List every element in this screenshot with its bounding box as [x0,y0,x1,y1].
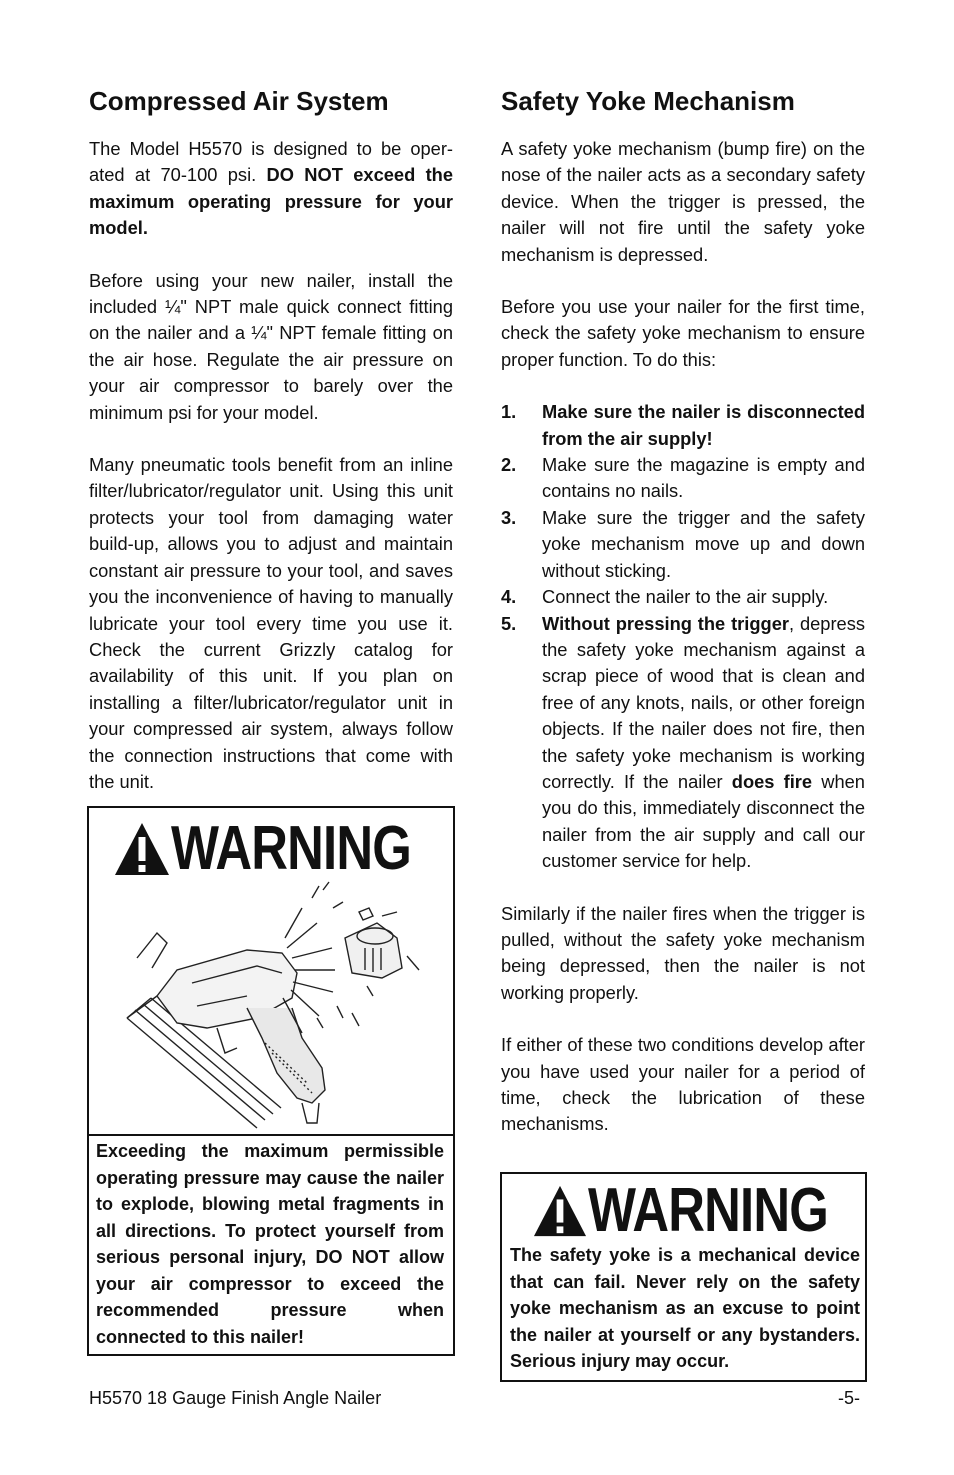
safety-yoke-heading: Safety Yoke Mechanism [501,86,795,116]
step-text: Make sure the nailer is disconnected from the air supply! [542,401,865,449]
intro-bold-text: DO NOT exceed the maximum operating pressure for your model. [89,164,453,239]
warning-box-safety-yoke [500,1172,867,1382]
warning-triangle-icon [113,821,171,877]
step-bold-text: Without pressing the trigger [542,612,789,634]
intro-text: The Model H5570 is designed to be operated at 70-100 psi. [89,138,453,186]
list-item [501,399,865,452]
compressed-air-heading: Compressed Air System [89,86,389,116]
compressed-air-intro [89,136,453,242]
list-item [501,505,865,584]
warning-triangle-icon [532,1184,588,1238]
left-column [89,86,453,795]
list-item [501,452,865,505]
lubrication-paragraph: If either of these two conditions develop after you have used your nailer for a period of time, check the lubrication of these mechanisms. [501,1034,865,1135]
step-number: 4. [501,586,517,608]
step-text: Connect the nailer to the air supply. [542,586,829,608]
list-item [501,584,865,610]
footer-title: H5570 18 Gauge Finish Angle Nailer [89,1388,382,1408]
misfire-paragraph: Similarly if the nailer fires when the trigger is pulled, without the safety yoke mechanism being depressed, then the nailer is not working properly. [501,902,865,1003]
page-number: -5- [838,1388,860,1408]
warning-header [113,814,464,883]
right-column [501,86,865,1138]
step-text: Make sure the trigger and the safety yoke mechanism move up and down without sticking. [542,506,865,581]
step-number: 5. [501,612,517,634]
yoke-check-paragraph: Before you use your nailer for the first time, check the safety yoke mechanism to ensure proper function. To do this: [501,296,865,370]
warning-title: WARNING [588,1176,828,1245]
yoke-steps-list [501,399,865,874]
step-text-part: when you do this, immediately disconnect the nailer from the air supply and call our customer service for help. [542,770,865,872]
filter-paragraph: Many pneumatic tools benefit from an inline filter/lubricator/regulator unit. Using this unit protects your tool from damaging water build-up, allows you to adjust and maintain constant air pressure to your tool, and saves you the inconvenience of having to manually lubricate your tool every time you use it. Check the current Grizzly catalog for availability of this unit. If you plan on installing a filter/lubricator/regulator unit in your compressed air system, always follow the connection instructions that come with the unit. [89,454,453,792]
warning-text-pressure: Exceeding the maximum permissible operating pressure may cause the nailer to explode, blowing metal fragments in all directions. To protect yourself from serious personal injury, DO NOT allow your air compressor to exceed the recommended pressure when connected to this nailer! [96,1141,444,1347]
list-item [501,611,865,875]
step-number: 3. [501,506,517,528]
step-text: Make sure the magazine is empty and contains no nails. [542,454,865,502]
fitting-paragraph: Before using your new nailer, install the included ¼" NPT male quick connect fitting on the nailer and a ¼" NPT female fitting on the air hose. Regulate the air pressure on your air compressor to barely over the minimum psi for your model. [89,269,453,423]
step-bold-text: does fire [731,770,813,792]
step-number: 2. [501,454,517,476]
warning-text-safety-yoke: The safety yoke is a mechanical device that can fail. Never rely on the safety yoke mechanism as an excuse to point the nailer at yourself or any bystanders. Serious injury may occur. [510,1245,860,1371]
step-number: 1. [501,401,517,423]
warning-title: WARNING [171,814,411,883]
warning-box-pressure [87,806,455,1356]
warning-divider [89,1134,453,1136]
step-text-part: , depress the safety yoke mechanism against a scrap piece of wood that is clean and free of any knots, nails, or other foreign objects. If the nailer does not fire, then the safety yoke mechanism is working correctly. If the nailer [542,612,865,792]
exploding-nailer-illustration [97,878,447,1133]
step-text [542,611,865,875]
yoke-intro-paragraph: A safety yoke mechanism (bump fire) on the nose of the nailer acts as a secondary safety device. When the trigger is pressed, the nailer will not fire until the safety yoke mechanism is depressed. [501,138,865,265]
warning-header [532,1176,881,1245]
